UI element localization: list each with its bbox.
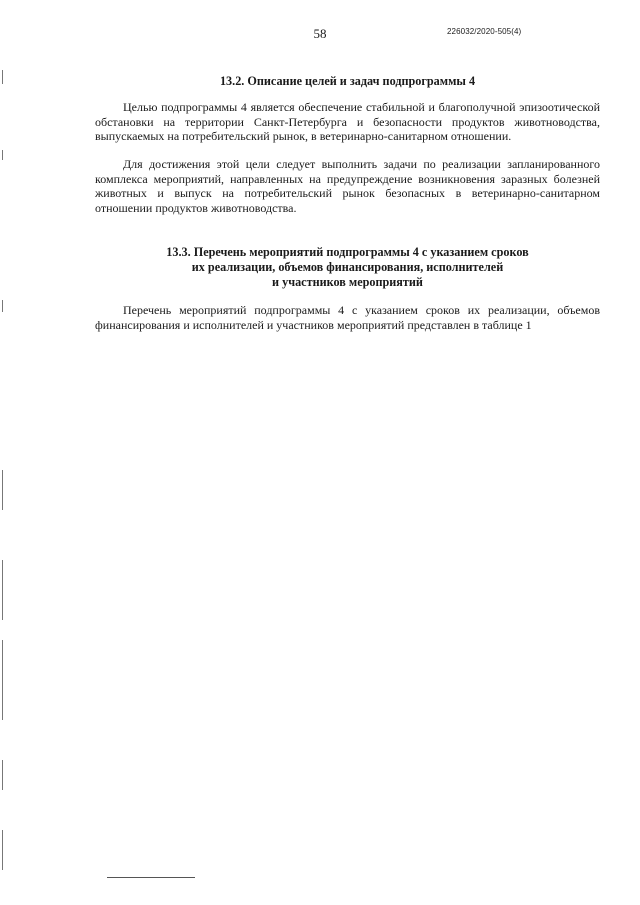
section-paragraph-tasks: Для достижения этой цели следует выполнить задачи по реализации запланированного комплекса мероприятий, направленных на предупреждение возникновения заразных болезней животных и выпуск на потребительский рынок безопасных в ветеринарно-санитарном отношении продуктов животноводства. xyxy=(95,157,600,215)
document-code: 226032/2020-505(4) xyxy=(447,27,522,36)
section-paragraph-goal: Целью подпрограммы 4 является обеспечение стабильной и благополучной эпизоотической обстановки на территории Санкт-Петербурга и безопасности продуктов животноводства, выпускаемых на потребительский рынок, в ветеринарно-санитарном отношении. xyxy=(95,100,600,144)
heading-line-3: и участников мероприятий xyxy=(272,275,423,289)
scan-margin-mark xyxy=(2,470,3,510)
section-heading-13-3 xyxy=(95,245,600,290)
section-heading-13-2: 13.2. Описание целей и задач подпрограммы 4 xyxy=(219,74,476,88)
scan-margin-mark xyxy=(2,640,3,720)
footnote-separator xyxy=(107,877,195,878)
heading-line-1: 13.3. Перечень мероприятий подпрограммы 4 с указанием сроков xyxy=(166,245,529,259)
heading-line-2: их реализации, объемов финансирования, исполнителей xyxy=(191,260,504,274)
page-number: 58 xyxy=(313,26,327,41)
scan-margin-mark xyxy=(2,560,3,620)
scan-margin-mark xyxy=(2,830,3,870)
scan-margin-mark xyxy=(2,70,3,84)
section-paragraph-activities: Перечень мероприятий подпрограммы 4 с указанием сроков их реализации, объемов финансирования и исполнителей и участников мероприятий представлен в таблице 1 xyxy=(95,303,600,332)
scan-margin-mark xyxy=(2,300,3,312)
scan-margin-mark xyxy=(2,760,3,790)
scan-margin-mark xyxy=(2,150,3,160)
